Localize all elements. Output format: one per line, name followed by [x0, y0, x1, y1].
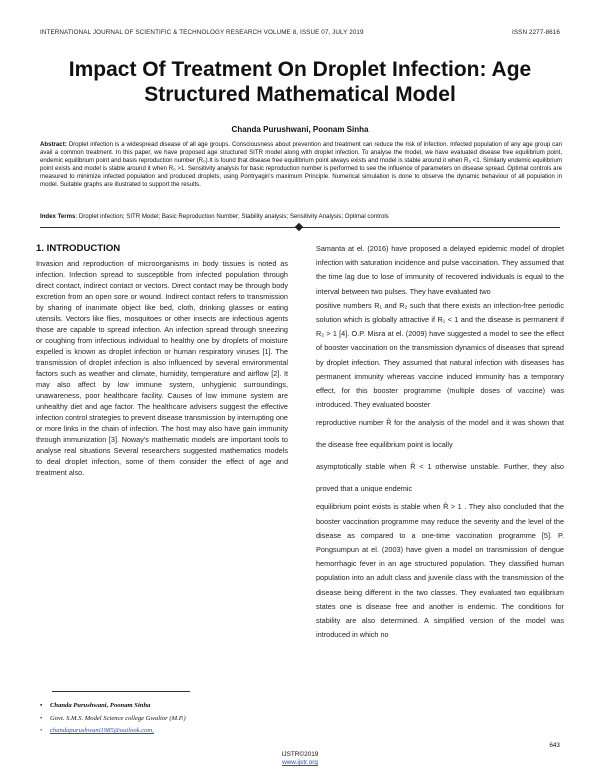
abstract: [40, 141, 562, 188]
footer-website-link[interactable]: www.ijstr.org: [282, 759, 318, 766]
page-footer: [0, 751, 600, 767]
issn: ISSN 2277-8616: [512, 29, 560, 36]
footnote-email-link[interactable]: • chandapurushwani1985@outlook.com,: [40, 725, 290, 738]
title-line-1: Impact Of Treatment On Droplet Infection: Age: [68, 58, 532, 81]
title-line-2: Structured Mathematical Model: [144, 83, 456, 106]
right-text-segment-3: reproductive number R̂ for the analysis of the model and it was shown that the disease free equilibrium point is locally: [316, 418, 564, 450]
journal-line: INTERNATIONAL JOURNAL OF SCIENTIFIC & TECHNOLOGY RESEARCH VOLUME 8, ISSUE 07, JULY 2019: [40, 29, 364, 36]
footnote-authors: • Chanda Purushwani, Poonam Sinha: [40, 700, 290, 713]
index-terms-label: Index Terms: [40, 213, 76, 220]
footnotes: [40, 700, 290, 738]
introduction-left-text: Invasion and reproduction of microorganisms in body tissues is noted as infection. Infection spread to susceptible from infected population through direct contact, indirect contact or vectors. Direct contact may be through body excretion from an open sore or wound. Indirect contact refers to transmission by sharing of inanimate object like bed, cloth, drinking glasses or eating utensils. Vectors like flies, mosquitoes or other insects are infectious agents those are capable to spread infection. An infection spread through sneezing or coughing from infectious individual to healthy one by droplets of moisture expelled is known as droplet infection or human respiratory viruses [1]. The transmission of droplet infection is also influenced by several environmental factors such as weather and climate, humidity, temperature and airflow [2]. It may also affect by low immune system, unhygienic surroundings, unawareness, poor healthcare facility. Causes of low immune system are unhealthy diet and age factor. The healthcare advisers suggest the effective infection control strategies to prevent disease transmission by interrupting one or more links in the chain of infection. The host may also have gain immunity through immunization [3]. Noway's mathematic models are important tools to analyse real situations Several researchers suggested mathematics models to deal droplet infection, some of them consider the effect of age and treatment also.: [36, 259, 288, 477]
footer-code: IJSTR©2019: [281, 751, 319, 758]
page-number: 643: [549, 742, 560, 749]
abstract-label: Abstract:: [40, 141, 67, 148]
footnote-affiliation: • Govt. S.M.S. Model Science college Gwalior (M.P.): [40, 713, 290, 726]
right-column: [316, 242, 564, 642]
right-text-segment-5: equilibrium point exists is stable when R̂ > 1 . They also concluded that the booster vaccination programme may reduce the severity and the level of the disease as compared to a one-time vaccination programme [5]. P. Pongsumpun at el. (2003) have given a model on transmission of dengue hemorrhagic fever in an age structured population. They classified human population into an adult class and juvenile class with the transmission of the disease being different in the two classes. They evaluated two equilibrium states one is disease free and another is endemic. The conditions for stability are also determined. A simplified version of the model was introduced in which no: [316, 502, 564, 640]
index-terms-text: : Droplet infection; SITR Model; Basic Reproduction Number; Stability analysis; Sensitivity Analysis; Optimal controls: [75, 213, 389, 220]
footnote-rule: [52, 691, 190, 692]
right-text-segment-4: asymptotically stable when R̂ < 1 otherwise unstable. Further, they also proved that a unique endemic: [316, 462, 564, 494]
index-terms: [40, 213, 562, 221]
introduction-right-text: [316, 242, 564, 642]
introduction-heading: 1. INTRODUCTION: [36, 243, 121, 254]
running-header: [40, 29, 560, 36]
right-text-segment-1: Samanta at el. (2016) have proposed a delayed epidemic model of droplet infection with saturation incidence and pulse vaccination. They assumed that the time lag due to lose of immunity of recovered individuals is equal to the interval between two pulses. They have evaluated two: [316, 244, 564, 296]
left-column: [36, 242, 288, 478]
right-text-segment-2: positive numbers R₁ and R₂ such that there exists an infection-free periodic solution which is globally attractive if R₁ < 1 and the disease is permanent if R₂ > 1 [4]. O.P. Misra at el. (2009) have suggested a model to see the effect of booster vaccination on the transmission dynamics of diseases that spread by droplet infection. They assumed that natural infection with diseases has permanent immunity whereas vaccine induced immunity has a temporary effect, for this booster programme (multiple doses of vaccine) was introduced. They evaluated booster: [316, 300, 564, 410]
paper-title: [30, 57, 570, 107]
abstract-text: Droplet infection is a widespread disease of all age groups. Consciousness about prevention and treatment can reduce the risk of infection. Infected population of any age group can avail a common treatment. In this paper, we have proposed age structured SITR model along with droplet infection. To analyse the model, we have evaluated disease free equilibrium point, endemic equilibrium point and basis reproduction number (R₀).It is found that disease free equilibrium point always exists and model is stable around it when R₀ <1. Similarly endemic equilibrium point exists and model is stable around it when R₀ >1. Sensitivity analysis for basic reproduction number is performed to see the influence of parameters on disease spread. Optimal controls are measured to minimize infected population and produced droplets, using Pontryagin's maximum Principle. Numerical simulation is done to observe the dynamic behaviour of all population in model. Suitable graphs are illustrated to support the results.: [40, 141, 562, 188]
authors: Chanda Purushwani, Poonam Sinha: [231, 125, 369, 134]
divider-diamond-icon: [295, 223, 303, 231]
